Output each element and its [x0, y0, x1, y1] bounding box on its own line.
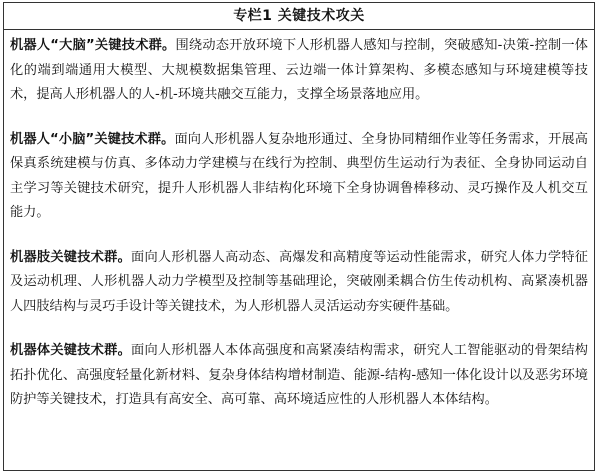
section-body-structure	[10, 339, 588, 413]
section-cerebellum	[10, 128, 588, 226]
section-spacer	[10, 108, 588, 128]
section-heading: 机器人“大脑”关键技术群。	[10, 38, 176, 53]
section-heading: 机器人“小脑”关键技术群。	[10, 131, 175, 147]
section-body: 面向人形机器人本体高强度和高紧凑结构需求，研究人工智能驱动的骨架结构拓扑优化、高强度轻量化新材料、复杂身体结构增材制造、能源-结构-感知一体化设计以及恶劣环境防护等关键技术，打造具有高安全、高可靠、高环境适应性的人形机器人本体结构。	[10, 343, 588, 407]
section-limbs	[10, 246, 588, 320]
section-body: 面向人形机器人复杂地形通过、全身协同精细作业等任务需求，开展高保真系统建模与仿真、多体动力学建模与在线行为控制、典型仿生运动行为表征、全身协同运动自主学习等关键技术研究，提升人形机器人非结构化环境下全身协调鲁棒移动、灵巧操作及人机交互能力。	[10, 131, 588, 220]
section-body: 面向人形机器人高动态、高爆发和高精度等运动性能需求，研究人体力学特征及运动机理、人形机器人动力学模型及控制等基础理论，突破刚柔耦合仿生传动机构、高紧凑机器人四肢结构与灵巧手设计等关键技术，为人形机器人灵活运动夯实硬件基础。	[10, 249, 588, 314]
section-spacer	[10, 319, 588, 339]
column-title: 专栏1 关键技术攻关	[4, 3, 594, 30]
section-heading: 机器肢关键技术群。	[10, 249, 132, 265]
section-body: 围绕动态开放环境下人形机器人感知与控制，突破感知-决策-控制一体化的端到端通用大模型、大规模数据集管理、云边端一体计算架构、多模态感知与环境建模等技术，提高人形机器人的人-机-环境共融交互能力，支撑全场景落地应用。	[10, 38, 588, 102]
section-heading: 机器体关键技术群。	[10, 343, 132, 358]
section-brain	[10, 34, 588, 108]
column-box	[3, 2, 595, 471]
section-spacer	[10, 226, 588, 246]
column-content	[4, 30, 594, 413]
